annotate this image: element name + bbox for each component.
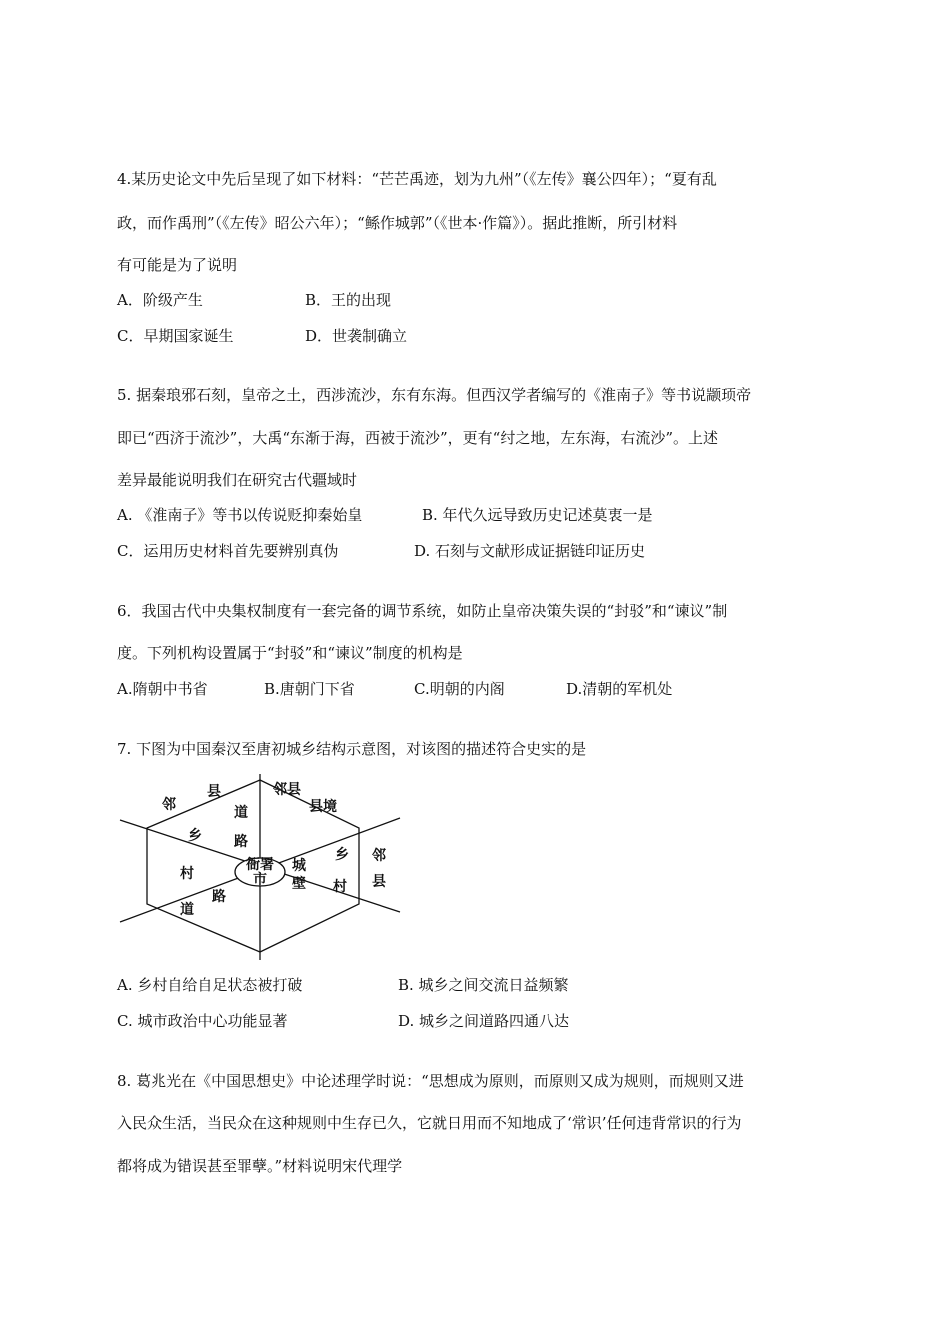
q7-option-b: B. 城乡之间交流日益频繁 bbox=[398, 976, 569, 994]
q6-line-2: 度。下列机构设置属于“封驳”和“谏议”制度的机构是 bbox=[117, 644, 463, 662]
label-neighbor-right: 邻 bbox=[372, 848, 386, 864]
q6-option-a: A.隋朝中书省 bbox=[117, 680, 208, 698]
q5-option-c: C．运用历史材料首先要辨别真伪 bbox=[117, 542, 339, 560]
q5-line-3: 差异最能说明我们在研究古代疆域时 bbox=[117, 471, 358, 489]
q7-option-a: A. 乡村自给自足状态被打破 bbox=[117, 976, 303, 994]
q5-option-b: B. 年代久远导致历史记述莫衷一是 bbox=[422, 506, 653, 524]
q4-option-b: B．王的出现 bbox=[305, 291, 392, 309]
label-road-bottom-2: 道 bbox=[180, 902, 194, 918]
label-xiang-right: 乡 bbox=[335, 847, 349, 863]
label-road-top-1: 道 bbox=[234, 805, 248, 821]
label-road-top-2: 路 bbox=[234, 834, 248, 850]
q5-line-2: 即已“西济于流沙”，大禹“东渐于海，西被于流沙”，更有“纣之地，左东海，右流沙”。上述 bbox=[117, 429, 719, 447]
q4-option-a: A．阶级产生 bbox=[117, 291, 203, 309]
label-cun-left: 村 bbox=[180, 866, 194, 882]
label-xiang-upper: 乡 bbox=[188, 828, 202, 844]
label-market: 市 bbox=[253, 872, 267, 888]
label-city-wall-1: 城 bbox=[292, 858, 306, 874]
q8-line-1: 8. 葛兆光在《中国思想史》中论述理学时说：“思想成为原则，而原则又成为规则，而规则又进 bbox=[117, 1072, 744, 1090]
q6-option-b: B.唐朝门下省 bbox=[264, 680, 355, 698]
q5-option-d: D. 石刻与文献形成证据链印证历史 bbox=[414, 542, 646, 560]
q7-line-1: 7. 下图为中国秦汉至唐初城乡结构示意图，对该图的描述符合史实的是 bbox=[117, 740, 587, 758]
q4-option-d: D．世袭制确立 bbox=[305, 327, 408, 345]
q4-option-c: C．早期国家诞生 bbox=[117, 327, 234, 345]
label-yamen: 衙署 bbox=[246, 857, 274, 873]
label-county-border: 县境 bbox=[309, 799, 337, 815]
label-cun-right: 村 bbox=[333, 879, 347, 895]
q4-line-1: 4.某历史论文中先后呈现了如下材料：“芒芒禹迹，划为九州”（《左传》襄公四年）；“夏有乱 bbox=[117, 170, 717, 188]
q8-line-3: 都将成为错误甚至罪孽。”材料说明宋代理学 bbox=[117, 1157, 403, 1175]
q6-line-1: 6．我国古代中央集权制度有一套完备的调节系统，如防止皇帝决策失误的“封驳”和“谏议”制 bbox=[117, 602, 728, 620]
q6-option-d: D.清朝的军机处 bbox=[566, 680, 673, 698]
q5-line-1: 5. 据秦琅邪石刻，皇帝之土，西涉流沙，东有东海。但西汉学者编写的《淮南子》等书说颛顼帝 bbox=[117, 386, 752, 404]
label-neighbor-top-left: 邻 bbox=[162, 797, 176, 813]
label-county-right: 县 bbox=[372, 874, 386, 890]
q4-line-2: 政，而作禹刑”（《左传》昭公六年）；“鲧作城郭”（《世本·作篇》）。据此推断，所引材料 bbox=[117, 214, 678, 232]
label-road-bottom-1: 路 bbox=[212, 889, 226, 905]
label-neighbor-county-top: 邻县 bbox=[273, 782, 301, 798]
q8-line-2: 入民众生活，当民众在这种规则中生存已久，它就日用而不知地成了‘常识’任何违背常识的行为 bbox=[117, 1114, 742, 1132]
q7-option-d: D. 城乡之间道路四通八达 bbox=[398, 1012, 570, 1030]
q6-option-c: C.明朝的内阁 bbox=[414, 680, 505, 698]
label-county-top-left: 县 bbox=[207, 784, 221, 800]
q4-line-3: 有可能是为了说明 bbox=[117, 256, 238, 274]
town-country-structure-diagram bbox=[117, 772, 407, 962]
label-city-wall-2: 壁 bbox=[292, 876, 306, 892]
q5-option-a: A. 《淮南子》等书以传说贬抑秦始皇 bbox=[117, 506, 363, 524]
q7-option-c: C. 城市政治中心功能显著 bbox=[117, 1012, 288, 1030]
